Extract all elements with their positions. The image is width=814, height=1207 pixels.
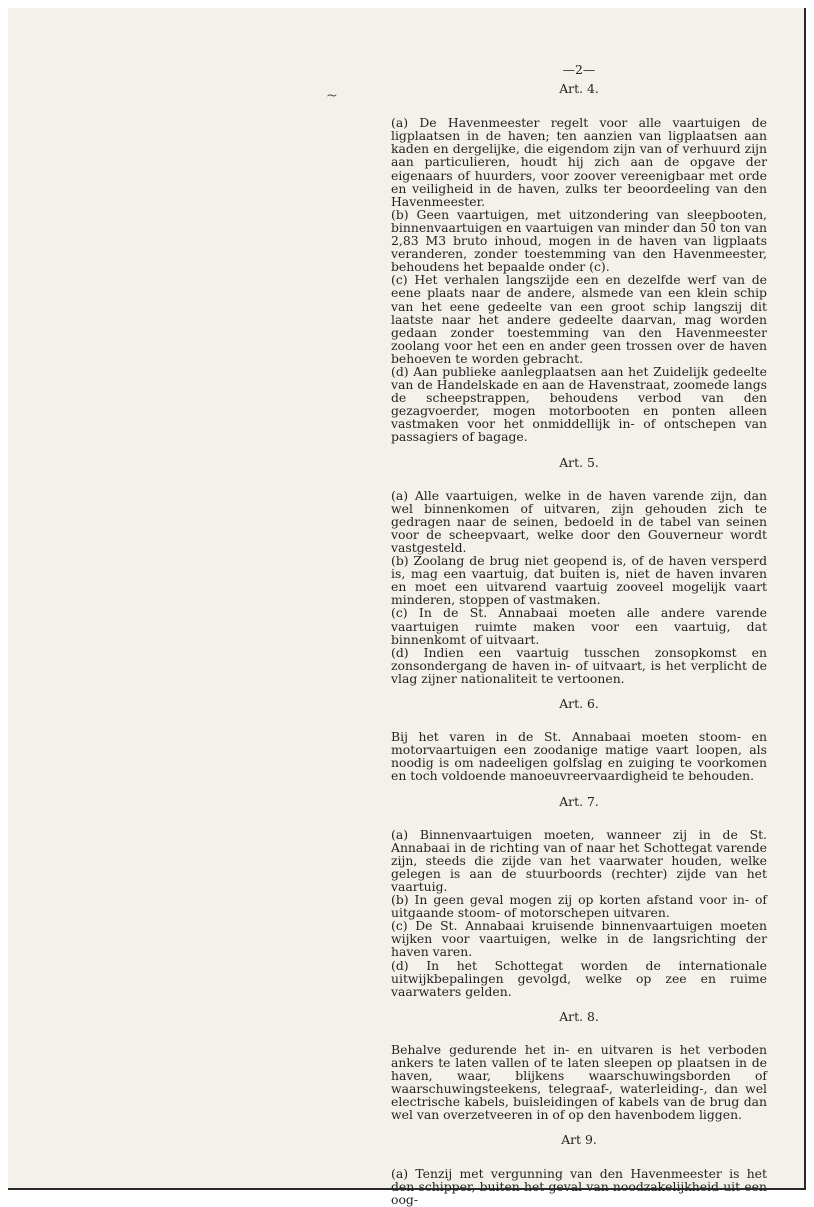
article-heading: Art 9. (561, 1132, 597, 1148)
article-paragraph: Bij het varen in de St. Annabaai moeten stoom- en motorvaartuigen een zoodanige matige vaart loopen, als noodig is om nadeeligen golfslag en zuiging te voorkomen en toch voldoende manoeuvreervaardigheid te behouden. (391, 729, 767, 784)
article-9 (391, 1133, 767, 1205)
article-8 (391, 1010, 767, 1122)
margin-mark: ~ (326, 88, 338, 104)
article-paragraph: (a) Binnenvaartuigen moeten, wanneer zij in de St. Annabaai in de richting van of naar het Schottegat varende zijn, steeds die zijde van het vaarwater houden, welke gelegen is aan de stuurboords (rechter) zijde van het vaartuig. (391, 826, 767, 894)
article-paragraph: (b) Zoolang de brug niet geopend is, of de haven versperd is, mag een vaartuig, dat buiten is, niet de haven invaren en moet een uitvarend vaartuig zooveel mogelijk vaart minderen, stoppen of vastmaken. (391, 553, 767, 608)
article-6 (391, 697, 767, 782)
article-paragraph: (a) Tenzij met vergunning van den Havenmeester is het den schipper, buiten het geval van noodzakelijkheid uit een oog- (391, 1165, 767, 1207)
article-paragraph: (a) De Havenmeester regelt voor alle vaartuigen de ligplaatsen in de haven; ten aanzien van ligplaatsen aan kaden en dergelijke, die eigendom zijn van of verhuurd zijn aan particulieren, houdt hij zich aan de opgave der eigenaars of huurders, voor zoover vereenigbaar met orde en veiligheid in de haven, zulks ter beoordeeling van den Havenmeester. (391, 115, 767, 209)
article-paragraph: (d) In het Schottegat worden de internationale uitwijkbepalingen gevolgd, welke op zee en ruime vaarwaters gelden. (391, 957, 767, 999)
article-heading: Art. 7. (559, 793, 599, 809)
document-text (391, 63, 767, 1206)
article-heading: Art. 5. (559, 454, 599, 470)
article-paragraph: (c) Het verhalen langszijde een en dezelfde werf van de eene plaats naar de andere, alsmede van een klein schip van het eene gedeelte van een groot schip langszij dit laatste naar het andere gedeelte daarvan, mag worden gedaan zonder toestemming van den Havenmeester zoolang voor het een en ander geen trossen over de haven behoeven te worden gebracht. (391, 272, 767, 366)
article-paragraph: (d) Aan publieke aanlegplaatsen aan het Zuidelijk gedeelte van de Handelskade en aan de Havenstraat, zoomede langs de scheepstrappen, behoudens verbod van den gezagvoerder, mogen motorbooten en ponten alleen vastmaken voor het onmiddellijk in- of ontschepen van passagiers of bagage. (391, 363, 767, 445)
article-heading: Art. 6. (559, 696, 599, 712)
article-paragraph: (d) Indien een vaartuig tusschen zonsopkomst en zonsondergang de haven in- of uitvaart, is het verplicht de vlag zijner nationaliteit te vertoonen. (391, 644, 767, 686)
article-5 (391, 456, 767, 686)
article-paragraph: (c) In de St. Annabaai moeten alle andere varende vaartuigen ruimte maken voor een vaartuig, dat binnenkomt of uitvaart. (391, 605, 767, 647)
article-paragraph: (c) De St. Annabaai kruisende binnenvaartuigen moeten wijken voor vaartuigen, welke in de langsrichting der haven varen. (391, 918, 767, 960)
page-number: —2— (562, 62, 596, 77)
article-4 (391, 82, 767, 443)
article-heading: Art. 4. (559, 81, 599, 97)
article-paragraph: Behalve gedurende het in- en uitvaren is het verboden ankers te laten vallen of te laten sleepen op plaatsen in de haven, waar, blijkens waarschuwingsborden of waarschuwingsteekens, telegraaf-, waterleiding-, dan wel electrische kabels, buisleidingen of kabels van de brug dan wel van overzetveeren in of op den havenbodem liggen. (391, 1041, 767, 1123)
article-paragraph: (a) Alle vaartuigen, welke in de haven varende zijn, dan wel binnenkomen of uitvaren, zijn gehouden zich te gedragen naar de seinen, bedoeld in de tabel van seinen voor de scheepvaart, welke door den Gouverneur wordt vastgesteld. (391, 487, 767, 555)
article-7 (391, 795, 767, 998)
article-heading: Art. 8. (559, 1008, 599, 1024)
article-paragraph: (b) In geen geval mogen zij op korten afstand voor in- of uitgaande stoom- of motorschepen uitvaren. (391, 892, 767, 921)
article-paragraph: (b) Geen vaartuigen, met uitzondering van sleepbooten, binnenvaartuigen en vaartuigen van minder dan 50 ton van 2,83 M3 bruto inhoud, mogen in de haven van ligplaats veranderen, zonder toestemming van den Havenmeester, behoudens het bepaalde onder (c). (391, 206, 767, 275)
